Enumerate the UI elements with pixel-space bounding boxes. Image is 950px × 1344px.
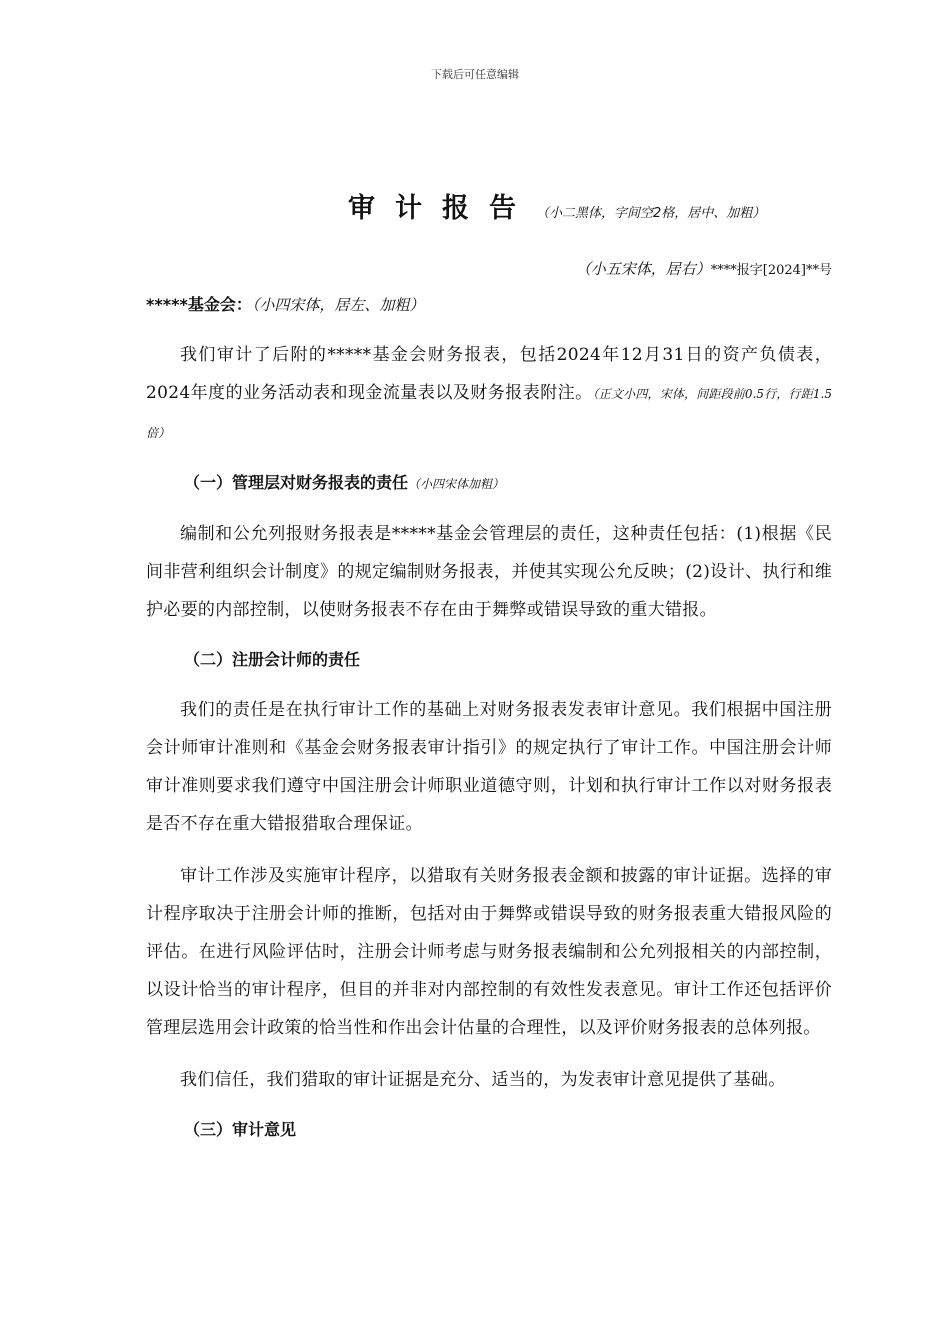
section-heading-text: （三）审计意见 [184, 1120, 297, 1139]
document-number: ****报字[2024]**号 [710, 263, 832, 278]
paragraph-audit-evidence: 我们信任，我们猎取的审计证据是充分、适当的，为发表审计意见提供了基础。 [180, 1070, 786, 1090]
intro-paragraph [146, 336, 832, 452]
paragraph-auditor-responsibility: 我们的责任是在执行审计工作的基础上对财务报表发表审计意见。我们根据中国注册会计师审计准则和《基金会财务报表审计指引》的规定执行了审计工作。中国注册会计师审计准则要求我们遵守中国注册会计师职业道德守则，计划和执行审计工作以对财务报表是否不存在重大错报猎取合理保证。 [146, 700, 832, 834]
intro-format-note: （正文小四，宋体，间距段前0.5行，行距1.5倍） [146, 387, 832, 440]
addressee: *****基金会： [146, 295, 252, 314]
section-heading-opinion [146, 1113, 832, 1147]
section-heading-format-note: （小四宋体加粗） [408, 477, 505, 491]
report-title: 审计报告 [348, 193, 536, 224]
section-heading-management [146, 466, 832, 501]
section-heading-text: （一）管理层对财务报表的责任 [184, 473, 409, 492]
report-body [146, 336, 832, 1161]
addressee-format-note: （小四宋体，居左、加粗） [251, 296, 425, 314]
section-heading-text: （二）注册会计师的责任 [184, 650, 361, 669]
paragraph-audit-procedures: 审计工作涉及实施审计程序，以猎取有关财务报表金额和披露的审计证据。选择的审计程序取决于注册会计师的推断，包括对由于舞弊或错误导致的财务报表重大错报风险的评估。在进行风险评估时，注册会计师考虑与财务报表编制和公允列报相关的内部控制，以设计恰当的审计程序，但目的并非对内部控制的有效性发表意见。审计工作还包括评价管理层选用会计政策的恰当性和作出会计估量的合理性，以及评价财务报表的总体列报。 [146, 866, 832, 1038]
addressee-line [146, 292, 424, 315]
paragraph-management-responsibility: 编制和公允列报财务报表是*****基金会管理层的责任，这种责任包括：(1)根据《民间非营利组织会计制度》的规定编制财务报表，并使其实现公允反映；(2)设计、执行和维护必要的内部控制，以使财务报表不存在由于舞弊或错误导致的重大错报。 [146, 524, 832, 620]
intro-text: 我们审计了后附的*****基金会财务报表，包括2024年12月31日的资产负债表，2024年度的业务活动表和现金流量表以及财务报表附注。 [146, 345, 832, 403]
document-number-line [576, 258, 832, 279]
title-line [348, 186, 765, 225]
title-format-note: （小二黑体，字间空2格，居中、加粗） [536, 206, 766, 221]
page-header-note: 下载后可任意编辑 [431, 68, 519, 81]
section-heading-auditor [146, 643, 832, 677]
document-number-format-note: （小五宋体，居右） [575, 260, 711, 278]
